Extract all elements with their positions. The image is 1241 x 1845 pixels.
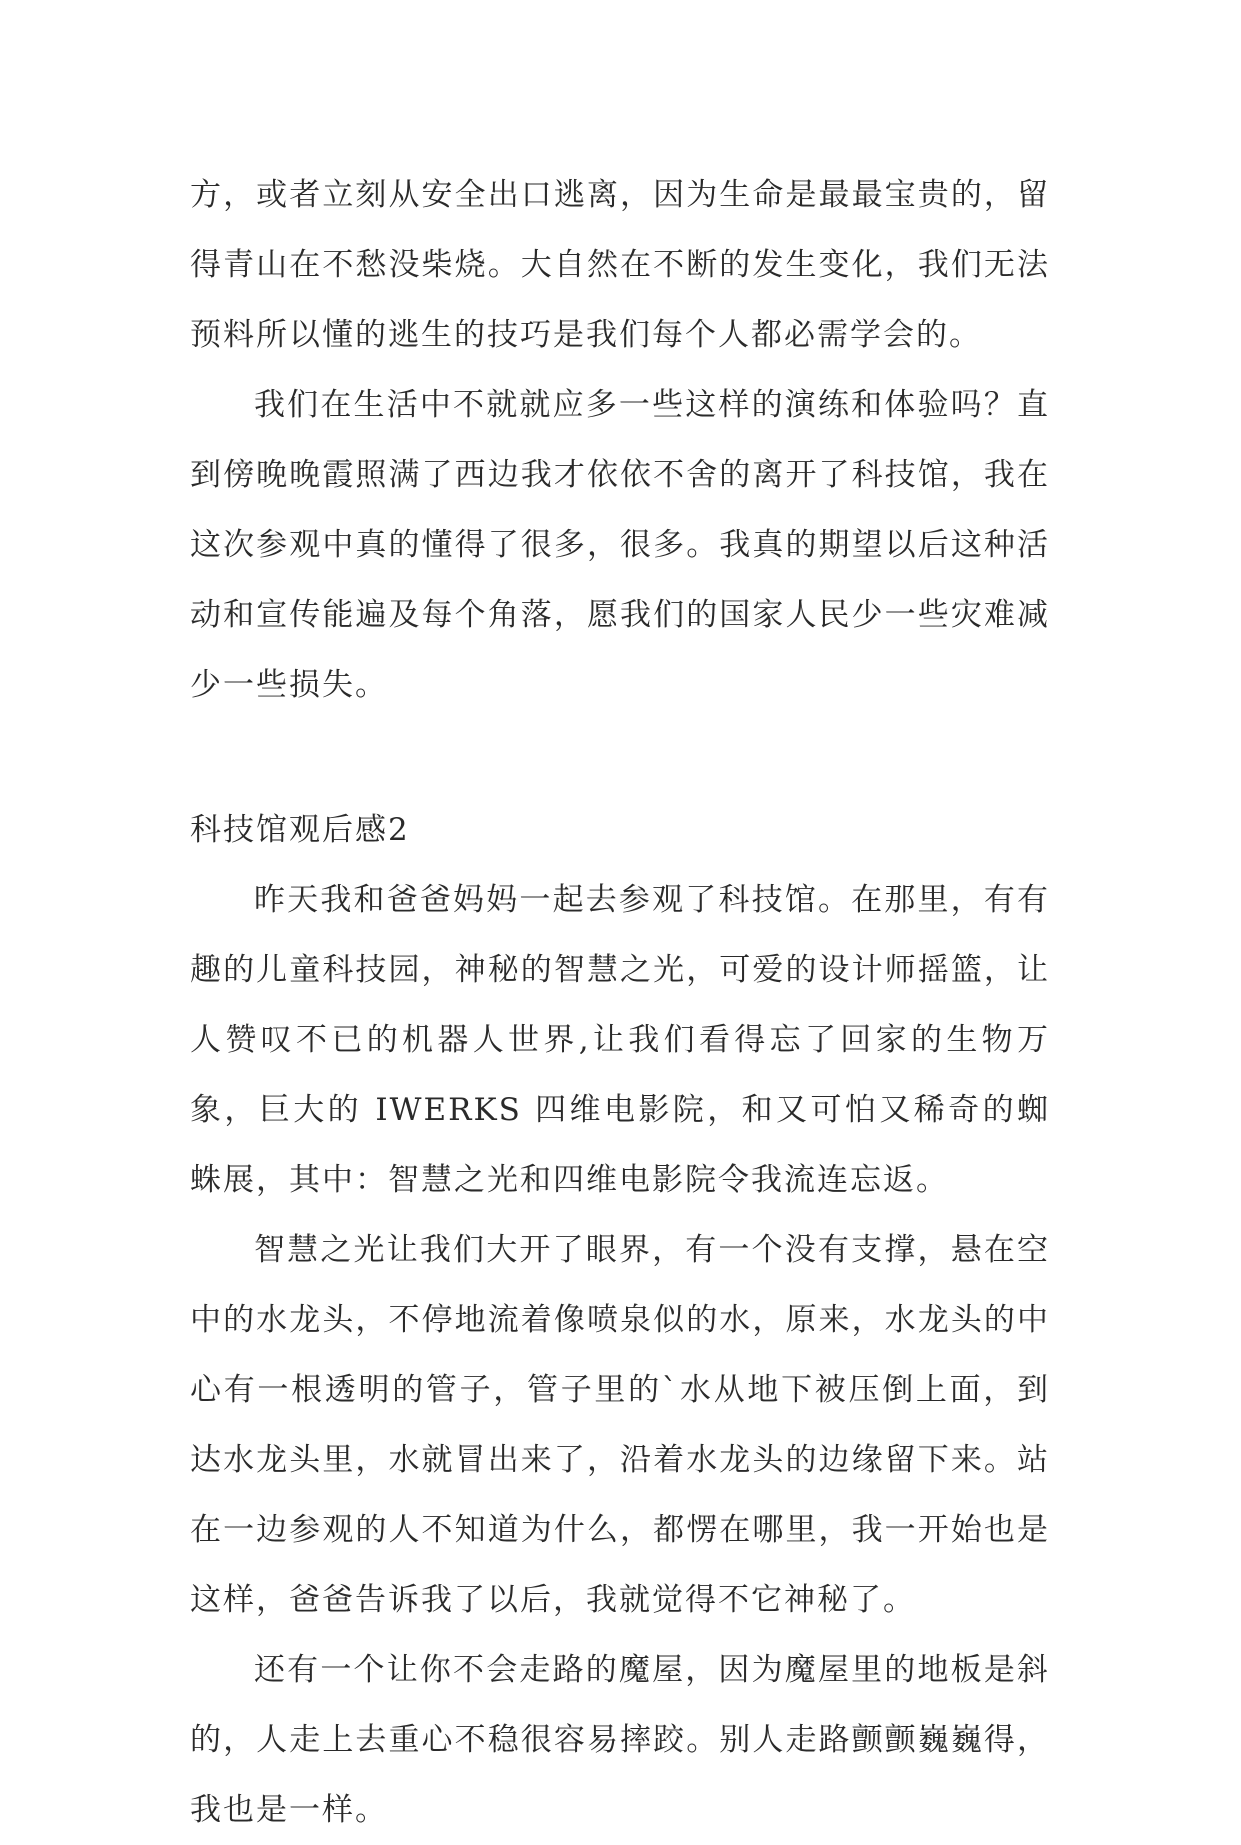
paragraph-wisdom-light: 智慧之光让我们大开了眼界，有一个没有支撑，悬在空中的水龙头，不停地流着像喷泉似的水，原来，水龙头的中心有一根透明的管子，管子里的`水从地下被压倒上面，到达水龙头里，水就冒出来了，沿着水龙头的边缘留下来。站在一边参观的人不知道为什么，都愣在哪里，我一开始也是这样，爸爸告诉我了以后，我就觉得不它神秘了。 — [190, 1232, 1050, 1618]
paragraph-continuation: 方，或者立刻从安全出口逃离，因为生命是最最宝贵的，留得青山在不愁没柴烧。大自然在不断的发生变化，我们无法预料所以懂的逃生的技巧是我们每个人都必需学会的。 — [190, 177, 1050, 353]
section-title: 科技馆观后感2 — [190, 812, 410, 848]
paragraph-magic-house: 还有一个让你不会走路的魔屋，因为魔屋里的地板是斜的，人走上去重心不稳很容易摔跤。别人走路颤颤巍巍得，我也是一样。 — [190, 1652, 1050, 1828]
paragraph-visit-intro: 昨天我和爸爸妈妈一起去参观了科技馆。在那里，有有趣的儿童科技园，神秘的智慧之光，可爱的设计师摇篮，让人赞叹不已的机器人世界,让我们看得忘了回家的生物万象，巨大的 IWERKS 四维电影院，和又可怕又稀奇的蜘蛛展，其中：智慧之光和四维电影院令我流连忘返。 — [190, 882, 1050, 1198]
paragraph-reflection: 我们在生活中不就就应多一些这样的演练和体验吗？直到傍晚晚霞照满了西边我才依依不舍的离开了科技馆，我在这次参观中真的懂得了很多，很多。我真的期望以后这种活动和宣传能遍及每个角落，愿我们的国家人民少一些灾难减少一些损失。 — [190, 387, 1050, 703]
document-body — [190, 160, 1050, 1845]
